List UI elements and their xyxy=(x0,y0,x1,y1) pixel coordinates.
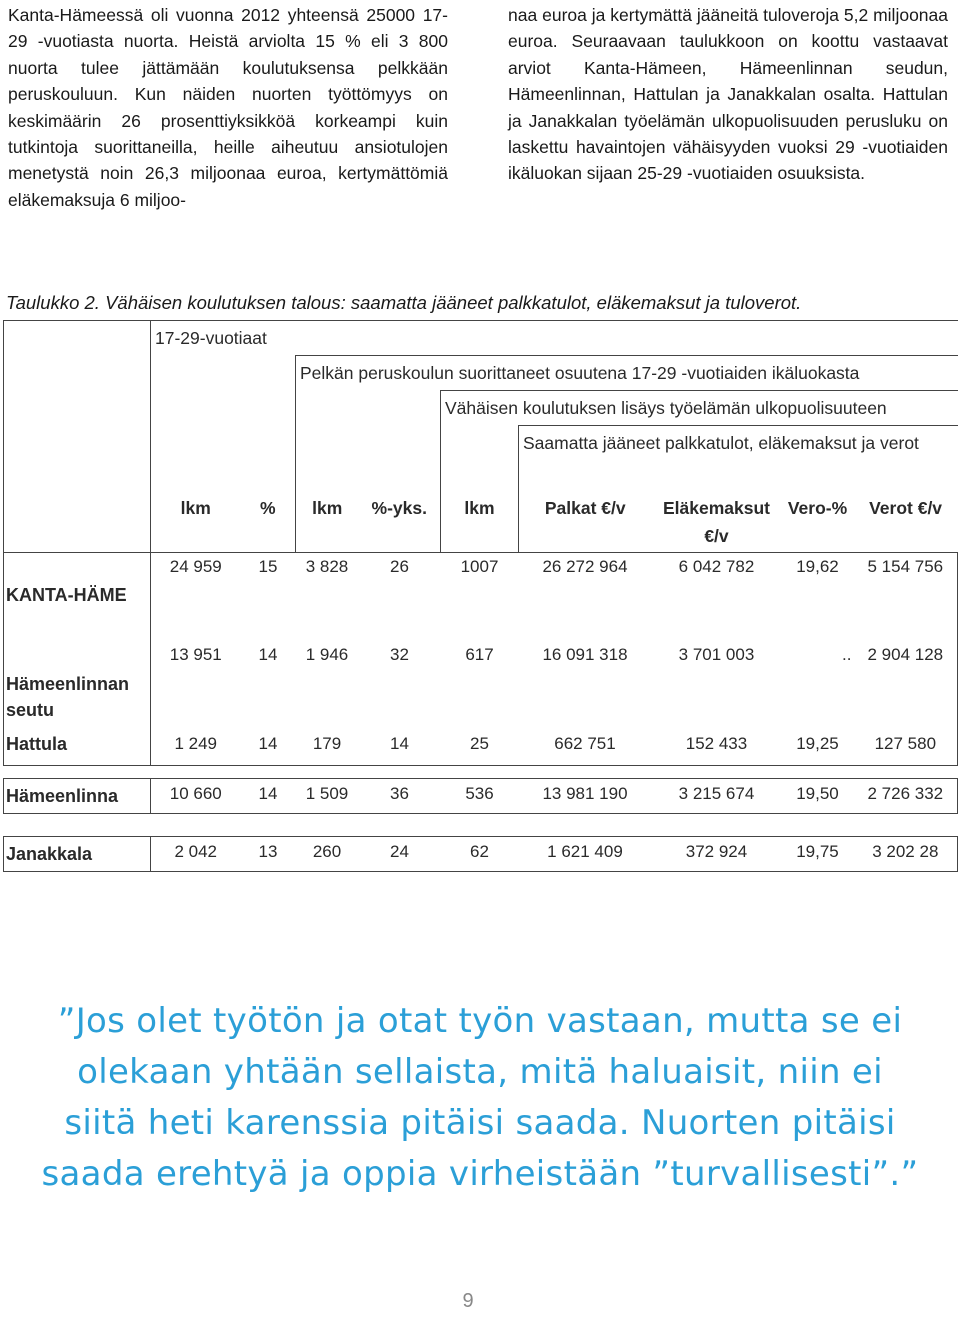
cell: 3 202 28 xyxy=(854,836,958,871)
cell: 26 xyxy=(359,552,441,641)
cell: 19,25 xyxy=(796,733,839,753)
cell: 1007 xyxy=(441,552,519,641)
cell: 19,50 xyxy=(782,778,854,813)
cell: 19,75 xyxy=(782,836,854,871)
cell: 14 xyxy=(258,733,278,753)
cell: 14 xyxy=(241,778,296,813)
table-caption: Taulukko 2. Vähäisen koulutuksen talous: saamatta jääneet palkkatulot, eläkemaksut ja tuloverot. xyxy=(6,292,802,313)
row-name: Hattula xyxy=(4,729,151,766)
pull-quote: ”Jos olet työtön ja otat työn vastaan, mutta se ei olekaan yhtään sellaista, mitä haluaisit, niin ei siitä heti karenssia pitäisi saada. Nuorten pitäisi saada erehtyä ja oppia virheistään ”turvallisesti”.” xyxy=(41,1001,919,1194)
cell: 26 272 964 xyxy=(519,552,652,641)
cell: 152 433 xyxy=(685,733,748,753)
col-header: Palkat €/v xyxy=(519,494,652,553)
cell: 2 042 xyxy=(151,836,241,871)
cell: 13 xyxy=(241,836,296,871)
economics-table xyxy=(3,320,958,872)
table-row xyxy=(4,641,958,729)
right-paragraph: naa euroa ja kertymättä jääneitä tuloveroja 5,2 miljoonaa euroa. Seuraavaan taulukkoon on koottu vastaavat arviot Kanta-Hämeen, Hämeenlinnan seudun, Hämeenlinnan, Hattulan ja Janakkalan osalta. Hattulan ja Janakkalan työelämän ulkopuolisuuden perusluku on laskettu havaintojen vähäisyyden vuoksi 29 -vuotiaiden ikäluokan sijaan 25-29 -vuotiaiden osuuksista. xyxy=(508,5,948,184)
cell: 617 xyxy=(465,644,494,664)
col-header: Verot €/v xyxy=(869,497,943,518)
table-row xyxy=(4,778,958,813)
cell: 1 509 xyxy=(296,778,359,813)
cell: 13 981 190 xyxy=(519,778,652,813)
cell: 3 828 xyxy=(296,552,359,641)
cell: 62 xyxy=(441,836,519,871)
cell: 24 959 xyxy=(151,552,241,641)
col-header: lkm xyxy=(441,494,519,553)
col-header: lkm xyxy=(151,494,241,553)
col-header: % xyxy=(259,497,276,518)
table-row xyxy=(4,729,958,766)
header-age-group: 17-29-vuotiaat xyxy=(151,321,958,356)
cell: 260 xyxy=(296,836,359,871)
cell: 3 215 674 xyxy=(652,778,782,813)
cell: .. xyxy=(842,644,852,664)
cell: 19,62 xyxy=(782,552,854,641)
cell: 3 701 003 xyxy=(678,644,755,664)
cell: 536 xyxy=(441,778,519,813)
cell: 1 946 xyxy=(305,644,349,664)
cell: 13 951 xyxy=(151,641,241,729)
page-number: 9 xyxy=(462,1290,474,1312)
header-increase-outside: Vähäisen koulutuksen lisäys työelämän ulkopuolisuuteen xyxy=(441,391,958,426)
cell: 1 249 xyxy=(151,729,241,766)
col-header: lkm xyxy=(296,494,359,553)
col-header: Vero-% xyxy=(787,497,848,518)
col-header: %-yks. xyxy=(371,497,427,518)
cell: 10 660 xyxy=(151,778,241,813)
table-row xyxy=(4,552,958,641)
cell: 127 580 xyxy=(854,729,958,766)
cell: 5 154 756 xyxy=(854,552,958,641)
cell: 36 xyxy=(359,778,441,813)
row-name: Janakkala xyxy=(4,836,151,871)
table-row xyxy=(4,836,958,871)
left-paragraph: Kanta-Hämeessä oli vuonna 2012 yhteensä 25000 17-29 -vuotiasta nuorta. Heistä arviolta 15 % eli 3 800 nuorta tulee jättämään koulutuksensa pelkkään peruskouluun. Kun näiden nuorten työttömyys on keskimäärin 26 prosenttiyksikköä korkeampi kuin tutkintoja suorittaneilla, heille aiheutuu ansiotulojen menetystä noin 26,3 miljoonaa euroa, kertymättömiä eläkemaksuja 6 miljoo- xyxy=(8,5,448,210)
cell: 2 904 128 xyxy=(854,641,958,729)
header-lost-income: Saamatta jääneet palkkatulot, eläkemaksut ja verot xyxy=(519,426,958,494)
cell: 6 042 782 xyxy=(652,552,782,641)
cell: 25 xyxy=(470,733,489,753)
right-text-column xyxy=(508,2,948,187)
cell: 32 xyxy=(390,644,409,664)
cell: 16 091 318 xyxy=(542,644,628,664)
cell: 1 621 409 xyxy=(519,836,652,871)
cell: 14 xyxy=(390,733,409,753)
row-name: KANTA-HÄME xyxy=(4,552,151,641)
left-text-column xyxy=(8,2,448,213)
col-header: Eläkemaksut €/v xyxy=(662,497,770,546)
cell: 662 751 xyxy=(554,733,616,753)
row-name: Hämeenlinna xyxy=(4,778,151,813)
cell: 179 xyxy=(312,733,342,753)
cell: 15 xyxy=(241,552,296,641)
cell: 2 726 332 xyxy=(854,778,958,813)
row-name: Hämeenlinnan seutu xyxy=(4,641,151,729)
header-basic-school-share: Pelkän peruskoulun suorittaneet osuutena 17-29 -vuotiaiden ikäluokasta xyxy=(296,356,958,391)
cell: 14 xyxy=(258,644,278,664)
cell: 372 924 xyxy=(652,836,782,871)
cell: 24 xyxy=(359,836,441,871)
